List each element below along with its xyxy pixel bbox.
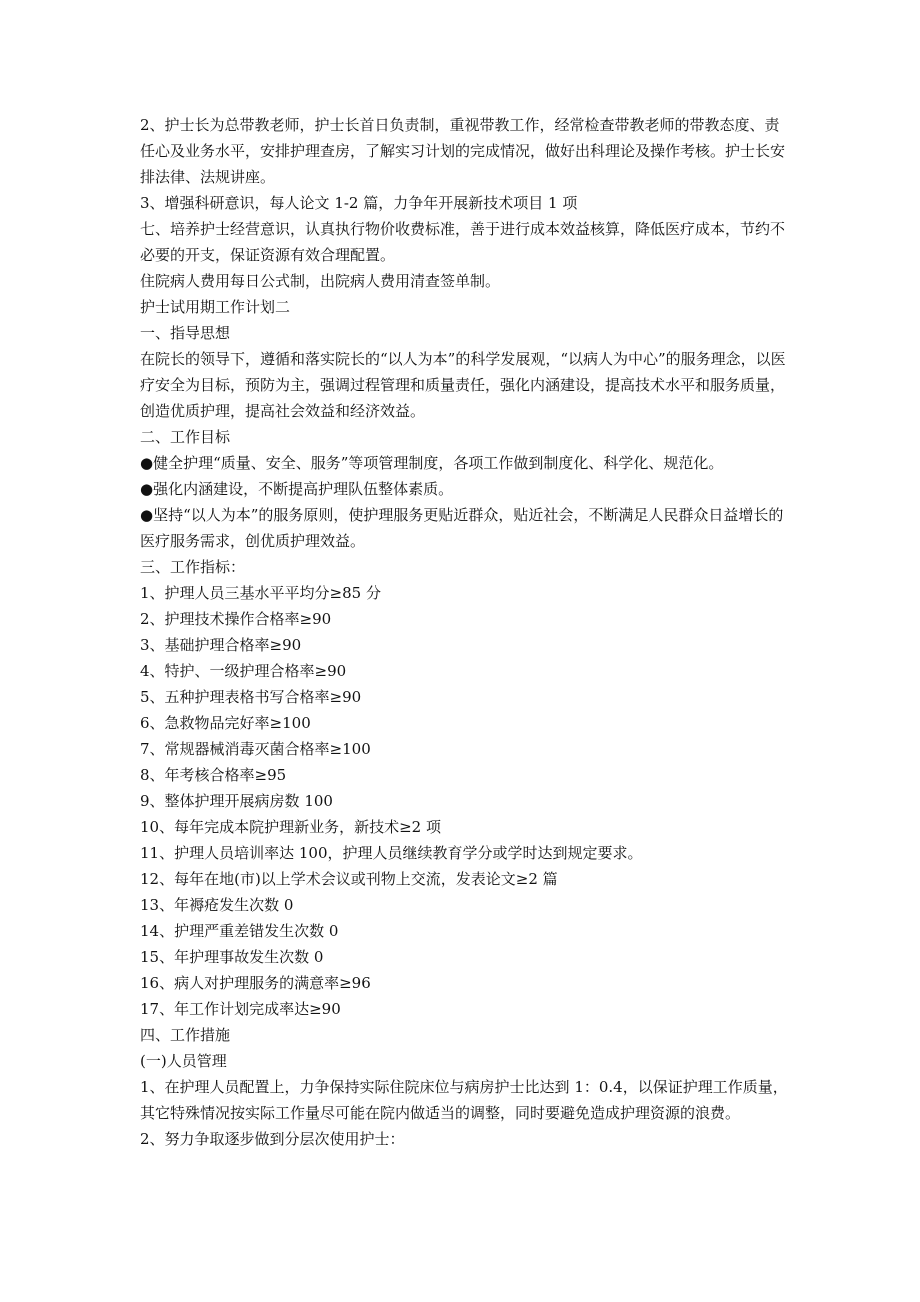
- indicator-item: 3、基础护理合格率≥90: [140, 636, 302, 654]
- bullet-goal-1: ●健全护理“质量、安全、服务”等项管理制度，各项工作做到制度化、科学化、规范化。: [140, 454, 724, 472]
- indicator-item: 6、急救物品完好率≥100: [140, 714, 311, 732]
- indicator-item: 4、特护、一级护理合格率≥90: [140, 662, 347, 680]
- heading-work-measures: 四、工作措施: [140, 1026, 231, 1044]
- paragraph-research: 3、增强科研意识，每人论文 1-2 篇，力争年开展新技术项目 1 项: [140, 194, 578, 212]
- heading-guiding-ideology: 一、指导思想: [140, 324, 231, 342]
- indicator-item: 7、常规器械消毒灭菌合格率≥100: [140, 740, 371, 758]
- heading-work-indicators: 三、工作指标：: [140, 558, 246, 576]
- bullet-goal-3: ●坚持“以人为本”的服务原则，使护理服务更贴近群众，贴近社会，不断满足人民群众日益增长的医疗服务需求，创优质护理效益。: [140, 506, 784, 550]
- paragraph-cost-awareness: 七、培养护士经营意识，认真执行物价收费标准，善于进行成本效益核算，降低医疗成本，节约不必要的开支，保证资源有效合理配置。: [140, 220, 786, 264]
- indicator-item: 14、护理严重差错发生次数 0: [140, 922, 339, 940]
- indicator-item: 12、每年在地(市)以上学术会议或刊物上交流，发表论文≥2 篇: [140, 870, 558, 888]
- indicator-item: 15、年护理事故发生次数 0: [140, 948, 324, 966]
- paragraph-teaching-duty: 2、护士长为总带教老师，护士长首日负责制，重视带教工作，经常检查带教老师的带教态度、责任心及业务水平，安排护理查房，了解实习计划的完成情况，做好出科理论及操作考核。护士长安排法律、法规讲座。: [140, 116, 786, 186]
- indicator-item: 10、每年完成本院护理新业务，新技术≥2 项: [140, 818, 441, 836]
- indicator-item: 13、年褥疮发生次数 0: [140, 896, 294, 914]
- indicator-item: 17、年工作计划完成率达≥90: [140, 1000, 341, 1018]
- subheading-personnel-management: (一)人员管理: [140, 1052, 227, 1070]
- section-title-plan-two: 护士试用期工作计划二: [140, 298, 291, 316]
- paragraph-billing: 住院病人费用每日公式制，出院病人费用清查签单制。: [140, 272, 501, 290]
- paragraph-tiered-nurses: 2、努力争取逐步做到分层次使用护士：: [140, 1130, 405, 1148]
- indicator-item: 8、年考核合格率≥95: [140, 766, 287, 784]
- indicator-item: 16、病人对护理服务的满意率≥96: [140, 974, 371, 992]
- bullet-goal-2: ●强化内涵建设，不断提高护理队伍整体素质。: [140, 480, 454, 498]
- indicator-item: 2、护理技术操作合格率≥90: [140, 610, 332, 628]
- indicator-item: 1、护理人员三基水平平均分≥85 分: [140, 584, 381, 602]
- document-body: [140, 112, 792, 1152]
- paragraph-guiding-ideology: 在院长的领导下，遵循和落实院长的“以人为本”的科学发展观，“以病人为中心”的服务理念，以医疗安全为目标，预防为主，强调过程管理和质量责任，强化内涵建设，提高技术水平和服务质量，创造优质护理，提高社会效益和经济效益。: [140, 350, 786, 420]
- paragraph-staffing: 1、在护理人员配置上，力争保持实际住院床位与病房护士比达到 1：0.4，以保证护理工作质量，其它特殊情况按实际工作量尽可能在院内做适当的调整，同时要避免造成护理资源的浪费。: [140, 1078, 788, 1122]
- indicator-item: 5、五种护理表格书写合格率≥90: [140, 688, 362, 706]
- indicator-item: 9、整体护理开展病房数 100: [140, 792, 333, 810]
- heading-work-goals: 二、工作目标: [140, 428, 231, 446]
- indicator-item: 11、护理人员培训率达 100，护理人员继续教育学分或学时达到规定要求。: [140, 844, 643, 862]
